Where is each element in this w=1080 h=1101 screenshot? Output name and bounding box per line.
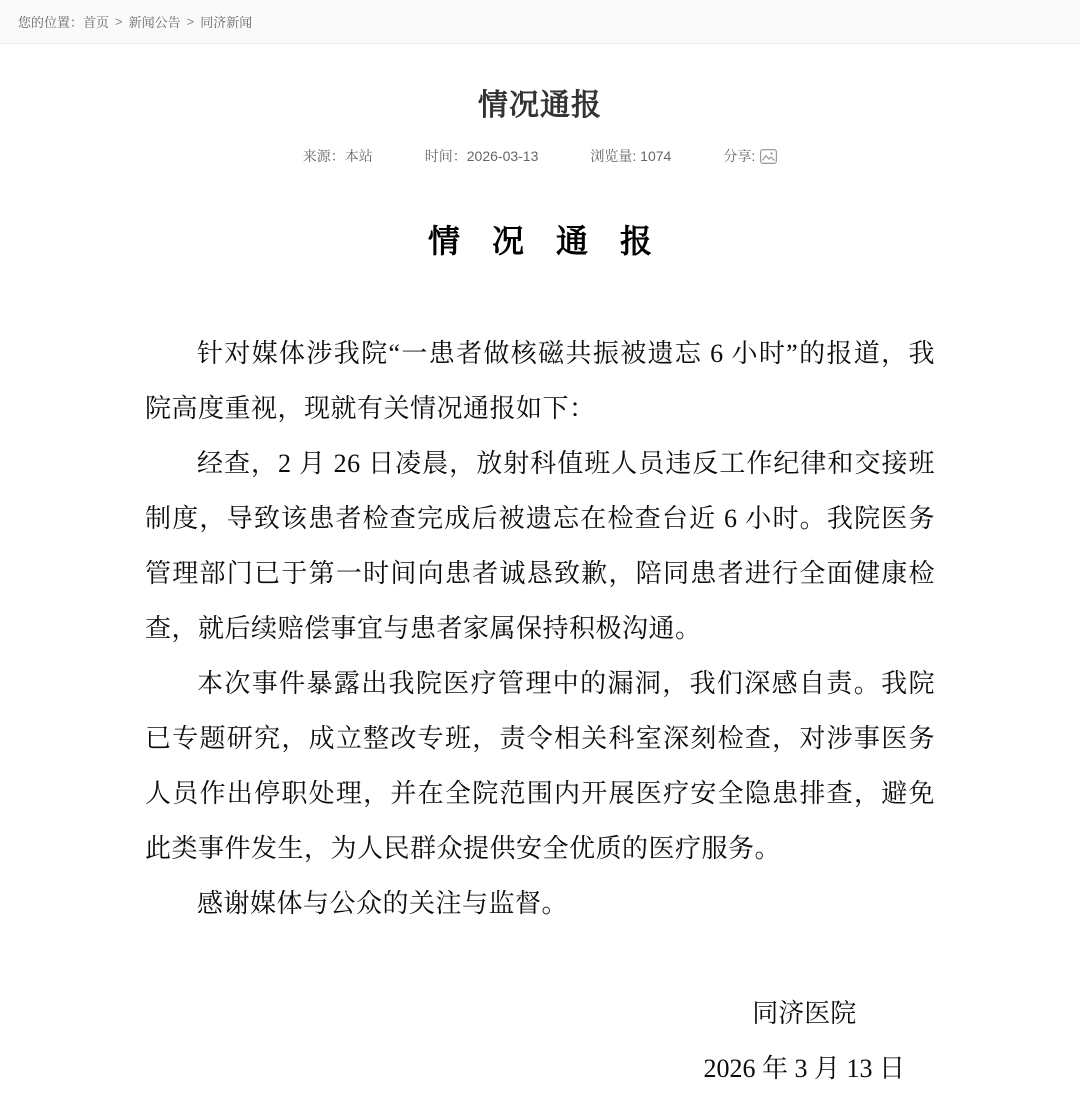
meta-source: [303, 146, 373, 166]
breadcrumb-label: 您的位置：: [18, 15, 84, 30]
article-meta-row: [145, 146, 935, 166]
share-image-icon[interactable]: [760, 149, 777, 164]
meta-source-label: 来源：: [302, 148, 345, 164]
meta-views: [590, 146, 671, 166]
breadcrumb-separator: >: [115, 14, 123, 29]
meta-views-label: 浏览量:: [590, 148, 637, 164]
paragraph-3: 本次事件暴露出我院医疗管理中的漏洞，我们深感自责。我院已专题研究，成立整改专班，责令相关科室深刻检查，对涉事医务人员作出停职处理，并在全院范围内开展医疗安全隐患排查，避免此类事件发生，为人民群众提供安全优质的医疗服务。: [145, 669, 935, 863]
meta-time: [425, 146, 539, 166]
document-title: 情 况 通 报: [427, 223, 652, 259]
announcement-document: [145, 216, 935, 1096]
meta-views-value: 1074: [640, 148, 672, 164]
signature-date: 2026 年 3 月 13 日: [703, 1054, 905, 1083]
article-page: [145, 80, 935, 1096]
breadcrumb-link-news-announcements[interactable]: 新闻公告: [128, 15, 181, 30]
breadcrumb-link-home[interactable]: 首页: [83, 15, 110, 30]
meta-share: [723, 146, 777, 166]
meta-time-label: 时间：: [424, 148, 467, 164]
breadcrumb: [0, 0, 1080, 44]
signature-block: [703, 986, 905, 1096]
page-title: 情况通报: [478, 89, 602, 122]
paragraph-1: 针对媒体涉我院“一患者做核磁共振被遗忘 6 小时”的报道，我院高度重视，现就有关情况通报如下：: [145, 339, 935, 423]
breadcrumb-separator: >: [186, 14, 195, 29]
paragraph-4: 感谢媒体与公众的关注与监督。: [197, 889, 569, 918]
meta-share-label: 分享:: [723, 148, 756, 164]
paragraph-2: 经查，2 月 26 日凌晨，放射科值班人员违反工作纪律和交接班制度，导致该患者检查完成后被遗忘在检查台近 6 小时。我院医务管理部门已于第一时间向患者诚恳致歉，陪同患者进行全面健康检查，就后续赔偿事宜与患者家属保持积极沟通。: [145, 449, 935, 643]
meta-source-value: 本站: [344, 148, 373, 164]
signature-name: 同济医院: [752, 999, 857, 1028]
meta-time-value: 2026-03-13: [466, 148, 539, 164]
breadcrumb-link-tongji-news[interactable]: 同济新闻: [200, 15, 253, 30]
